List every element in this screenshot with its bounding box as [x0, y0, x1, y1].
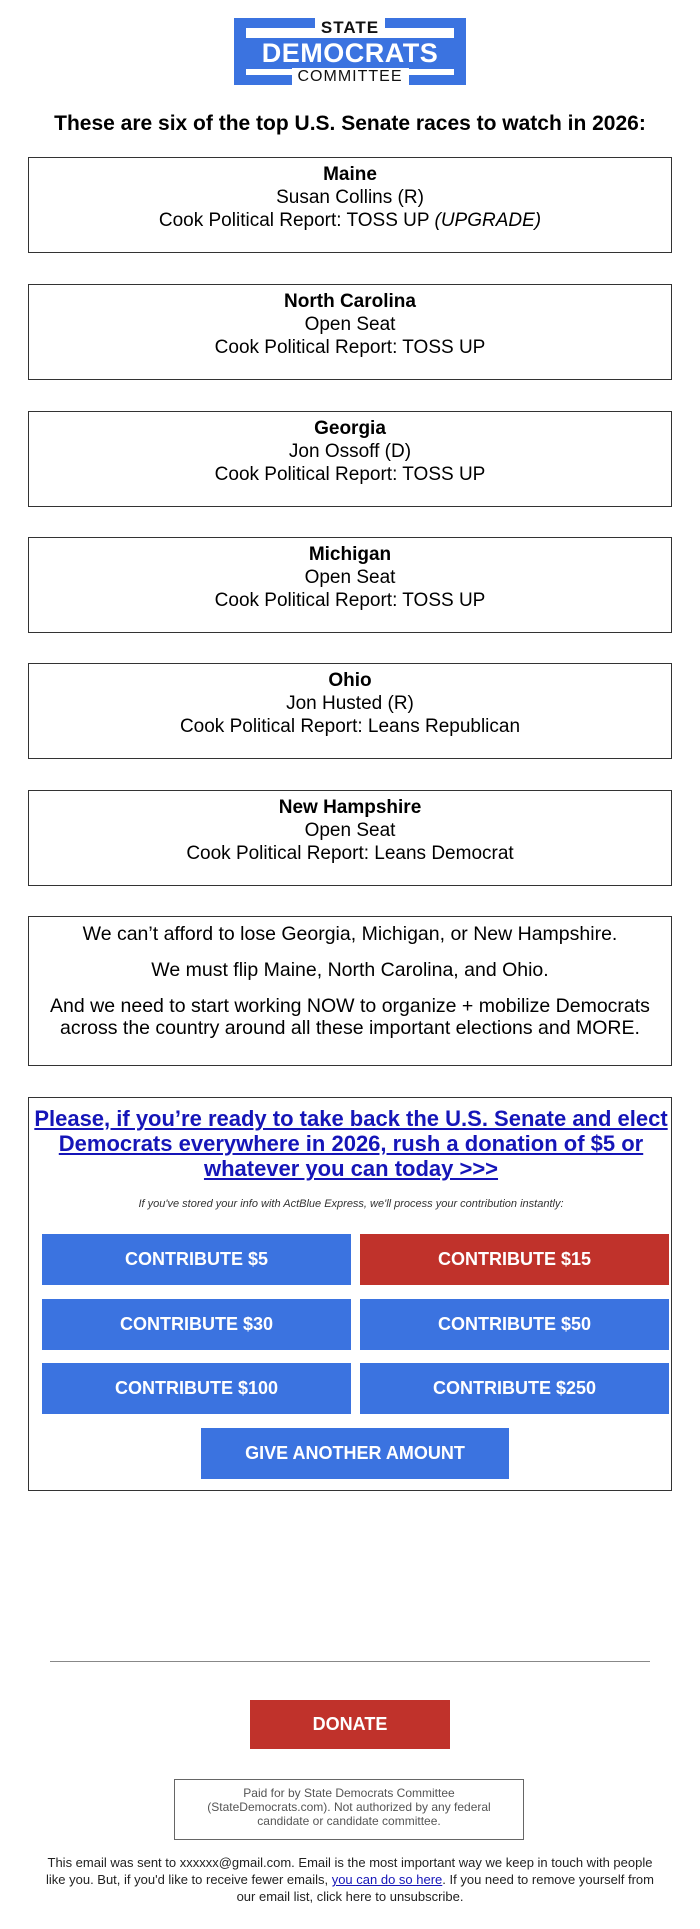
contribute-30-button[interactable]: CONTRIBUTE $30 [42, 1299, 351, 1350]
race-card-north-carolina [28, 284, 672, 380]
footer-text [40, 1854, 660, 1905]
donation-cta-link[interactable]: Please, if you’re ready to take back the U.S. Senate and elect Democrats everywhere in 2026, rush a donation of $5 or whatever you can today >>> [34, 1106, 668, 1181]
race-card-ohio [28, 663, 672, 759]
race-state: New Hampshire [278, 797, 422, 818]
footer-text-start: This email was sent to [47, 1855, 180, 1870]
message-paragraph: We must flip Maine, North Carolina, and Ohio. [151, 959, 549, 981]
contribute-250-button[interactable]: CONTRIBUTE $250 [360, 1363, 669, 1414]
race-state: Georgia [314, 418, 386, 439]
logo-top-word: STATE [234, 19, 466, 37]
actblue-note: If you've stored your info with ActBlue Express, we'll process your contribution instantly: [138, 1198, 564, 1210]
race-rating-note: (UPGRADE) [434, 210, 542, 231]
race-rating [29, 209, 671, 232]
logo-main-word: DEMOCRATS [234, 38, 466, 69]
logo-container [0, 18, 700, 85]
race-rating: Cook Political Report: TOSS UP [214, 590, 486, 611]
paid-for-disclaimer: Paid for by State Democrats Committee (StateDemocrats.com). Not authorized by any federal candidate or candidate committee. [174, 1779, 524, 1840]
race-candidate: Open Seat [304, 314, 396, 335]
logo-bottom-word: COMMITTEE [234, 68, 466, 85]
race-card-maine [28, 157, 672, 253]
contribute-100-button[interactable]: CONTRIBUTE $100 [42, 1363, 351, 1414]
contribute-50-button[interactable]: CONTRIBUTE $50 [360, 1299, 669, 1350]
race-candidate: Open Seat [304, 820, 396, 841]
contribute-15-button[interactable]: CONTRIBUTE $15 [360, 1234, 669, 1285]
donate-button[interactable]: DONATE [250, 1700, 450, 1749]
give-another-amount-button[interactable]: GIVE ANOTHER AMOUNT [201, 1428, 509, 1479]
race-state: Ohio [328, 670, 372, 691]
race-rating-text: Cook Political Report: TOSS UP [158, 210, 430, 231]
race-state: Maine [323, 164, 377, 185]
message-paragraph: And we need to start working NOW to organize + mobilize Democrats across the country around all these important elections and MORE. [50, 995, 650, 1039]
headline: These are six of the top U.S. Senate races to watch in 2026: [54, 112, 646, 135]
race-candidate: Jon Husted (R) [286, 693, 414, 714]
race-candidate: Jon Ossoff (D) [288, 441, 412, 462]
footer-text-middle: . Email is the most important way we keep in touch with people like you. But, if you'd like to receive fewer emails, [45, 1855, 653, 1887]
state-democrats-logo [234, 18, 466, 85]
race-card-michigan [28, 537, 672, 633]
footer-text-end: . If you need to remove yourself from our email list, click here to unsubscribe. [236, 1872, 654, 1904]
donation-box [28, 1097, 672, 1491]
race-state: Michigan [308, 544, 392, 565]
race-state: North Carolina [284, 291, 416, 312]
race-rating: Cook Political Report: TOSS UP [214, 337, 486, 358]
fewer-emails-link[interactable]: you can do so here [331, 1872, 443, 1887]
race-rating: Cook Political Report: Leans Republican [179, 716, 521, 737]
message-box [28, 916, 672, 1066]
contribute-5-button[interactable]: CONTRIBUTE $5 [42, 1234, 351, 1285]
footer-divider [50, 1661, 650, 1662]
race-card-georgia [28, 411, 672, 507]
race-candidate: Open Seat [304, 567, 396, 588]
race-card-new-hampshire [28, 790, 672, 886]
race-rating: Cook Political Report: TOSS UP [214, 464, 486, 485]
message-paragraph: We can’t afford to lose Georgia, Michigan, or New Hampshire. [82, 923, 618, 945]
race-candidate: Susan Collins (R) [276, 187, 424, 208]
race-rating: Cook Political Report: Leans Democrat [186, 843, 514, 864]
recipient-email: xxxxxx@gmail.com [179, 1855, 292, 1870]
